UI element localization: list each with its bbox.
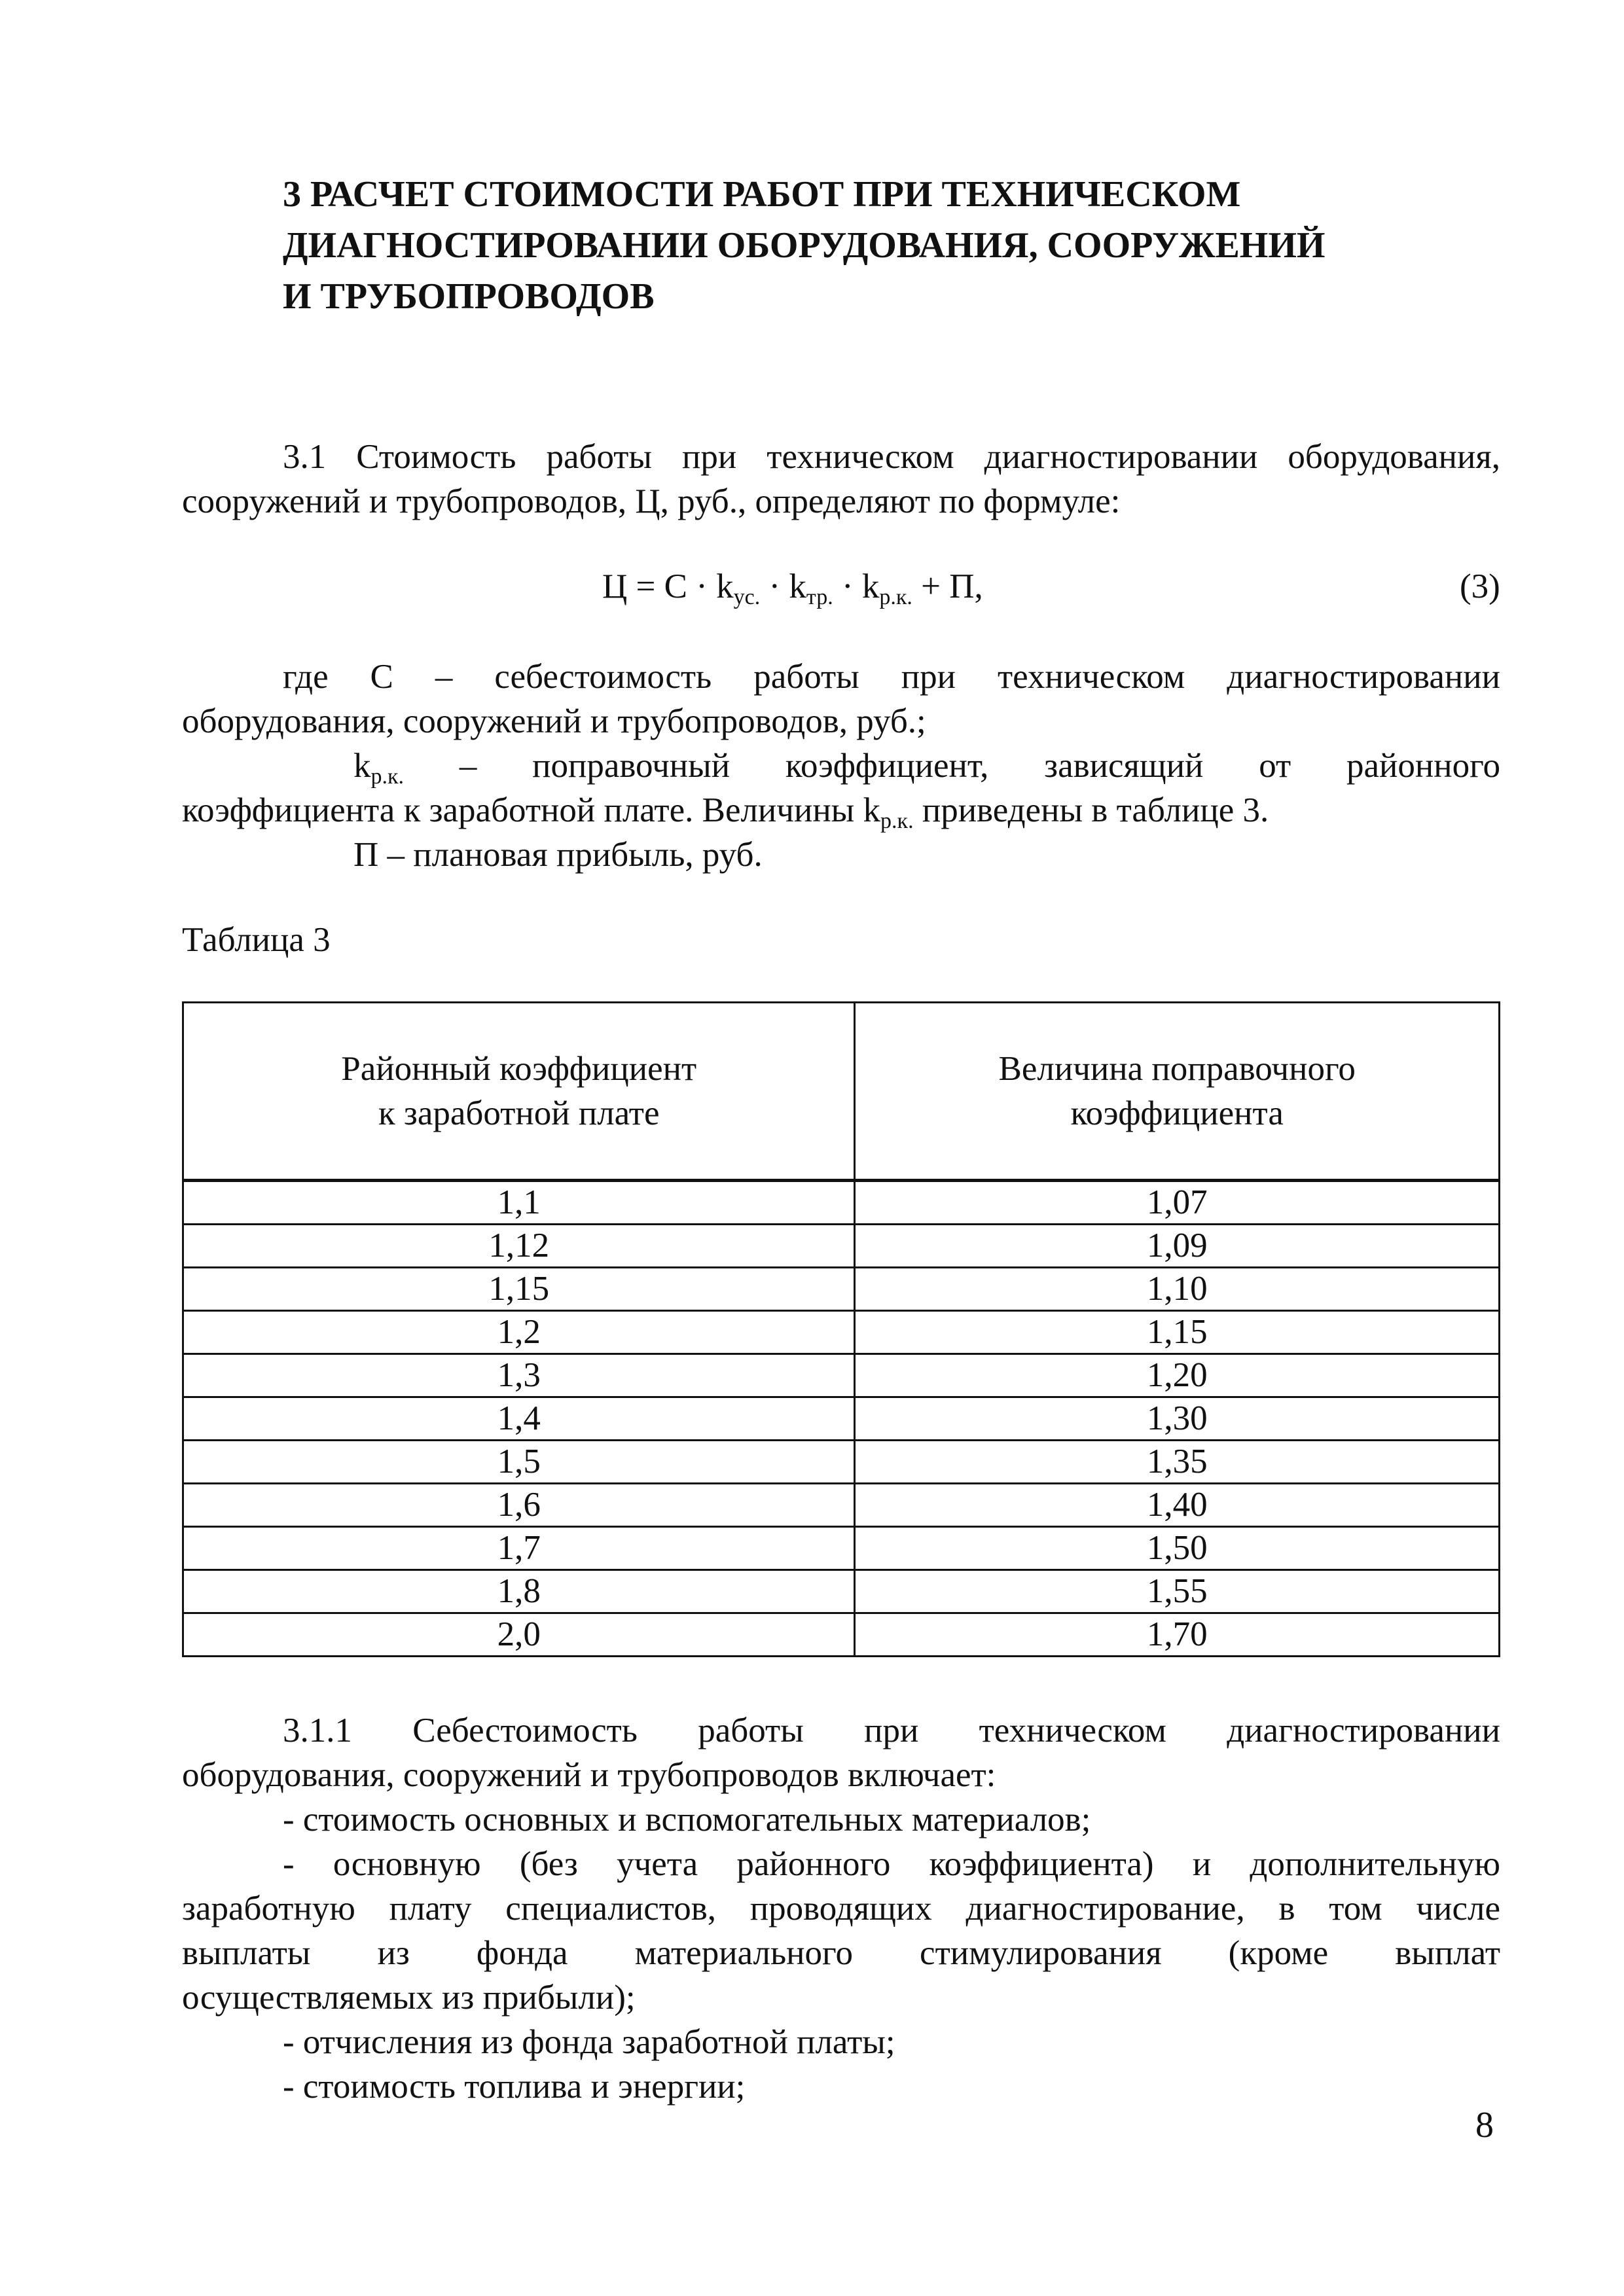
table-row bbox=[183, 1311, 1500, 1354]
table-cell: 1,5 bbox=[183, 1441, 855, 1484]
table-cell: 1,12 bbox=[183, 1225, 855, 1268]
table-row bbox=[183, 1441, 1500, 1484]
table-cell: 1,20 bbox=[855, 1354, 1500, 1397]
list-item: - стоимость топлива и энергии; bbox=[283, 2068, 746, 2106]
table-cell: 1,1 bbox=[183, 1181, 855, 1225]
table-row bbox=[183, 1484, 1500, 1527]
text-line: оборудования, сооружений и трубопроводов включает: bbox=[182, 1756, 996, 1794]
section-heading bbox=[283, 169, 1526, 322]
text-line: сооружений и трубопроводов, Ц, руб., определяют по формуле: bbox=[182, 482, 1121, 520]
header-cell-correction-coefficient: Величина поправочного коэффициента bbox=[855, 1003, 1500, 1181]
table-row bbox=[183, 1354, 1500, 1397]
text-line: 3.1.1 Себестоимость работы при техническом диагностировании bbox=[283, 1712, 1500, 1749]
table-row bbox=[183, 1613, 1500, 1657]
text-line: П – плановая прибыль, руб. bbox=[353, 836, 763, 874]
header-cell-district-coefficient: Районный коэффициент к заработной плате bbox=[183, 1003, 855, 1181]
table-cell: 1,15 bbox=[855, 1311, 1500, 1354]
table-cell: 1,09 bbox=[855, 1225, 1500, 1268]
paragraph-3-1 bbox=[182, 435, 1500, 524]
formula-explanation bbox=[182, 655, 1500, 877]
heading-line: 3 РАСЧЕТ СТОИМОСТИ РАБОТ ПРИ ТЕХНИЧЕСКОМ bbox=[283, 174, 1241, 215]
table-cell: 1,07 bbox=[855, 1181, 1500, 1225]
coefficient-table bbox=[182, 1001, 1500, 1657]
table-cell: 1,7 bbox=[183, 1527, 855, 1570]
table-cell: 1,50 bbox=[855, 1527, 1500, 1570]
table-cell: 1,2 bbox=[183, 1311, 855, 1354]
table-header-row bbox=[183, 1003, 1500, 1181]
text-line: оборудования, сооружений и трубопроводов, руб.; bbox=[182, 702, 926, 740]
paragraph-3-1-1 bbox=[182, 1708, 1500, 2109]
text-line: 3.1 Стоимость работы при техническом диагностировании оборудования, bbox=[283, 438, 1500, 476]
table-caption: Таблица 3 bbox=[182, 921, 331, 959]
list-item: - основную (без учета районного коэффициента) и дополнительную bbox=[283, 1845, 1500, 1883]
heading-line: И ТРУБОПРОВОДОВ bbox=[283, 276, 655, 317]
table-cell: 2,0 bbox=[183, 1613, 855, 1657]
table-cell: 1,6 bbox=[183, 1484, 855, 1527]
table-cell: 1,70 bbox=[855, 1613, 1500, 1657]
page-number: 8 bbox=[1475, 2105, 1494, 2145]
text-line: где С – себестоимость работы при техническом диагностировании bbox=[283, 658, 1500, 696]
text-line: осуществляемых из прибыли); bbox=[182, 1979, 636, 2017]
list-item: - отчисления из фонда заработной платы; bbox=[283, 2023, 895, 2061]
text-line: выплаты из фонда материального стимулирования (кроме выплат bbox=[182, 1934, 1500, 1972]
formula-expression: $Ц = С \cdot k_{ус.} \cdot k_{тр.} \cdot k_{р.к.} + П$, bbox=[602, 567, 983, 609]
table-row bbox=[183, 1225, 1500, 1268]
table-cell: 1,4 bbox=[183, 1397, 855, 1441]
table-cell: 1,35 bbox=[855, 1441, 1500, 1484]
table-cell: 1,15 bbox=[183, 1268, 855, 1311]
formula-3 bbox=[0, 564, 1624, 617]
table-cell: 1,55 bbox=[855, 1570, 1500, 1613]
table-cell: 1,10 bbox=[855, 1268, 1500, 1311]
list-item: - стоимость основных и вспомогательных материалов; bbox=[283, 1801, 1091, 1839]
text-line: коэффициента к заработной плате. Величины $k_{р.к.}$ приведены в таблице 3. bbox=[182, 791, 1269, 833]
table-row bbox=[183, 1268, 1500, 1311]
heading-line: ДИАГНОСТИРОВАНИИ ОБОРУДОВАНИЯ, СООРУЖЕНИЙ bbox=[283, 225, 1326, 266]
table-cell: 1,3 bbox=[183, 1354, 855, 1397]
table-row bbox=[183, 1570, 1500, 1613]
table-cell: 1,40 bbox=[855, 1484, 1500, 1527]
table-row bbox=[183, 1397, 1500, 1441]
text-line: заработную плату специалистов, проводящих диагностирование, в том числе bbox=[182, 1890, 1500, 1928]
table-row bbox=[183, 1527, 1500, 1570]
table-row bbox=[183, 1181, 1500, 1225]
formula-number: (3) bbox=[1460, 567, 1500, 605]
text-line: $k_{р.к.}$ – поправочный коэффициент, зависящий от районного bbox=[353, 747, 1500, 789]
table-cell: 1,8 bbox=[183, 1570, 855, 1613]
table-cell: 1,30 bbox=[855, 1397, 1500, 1441]
